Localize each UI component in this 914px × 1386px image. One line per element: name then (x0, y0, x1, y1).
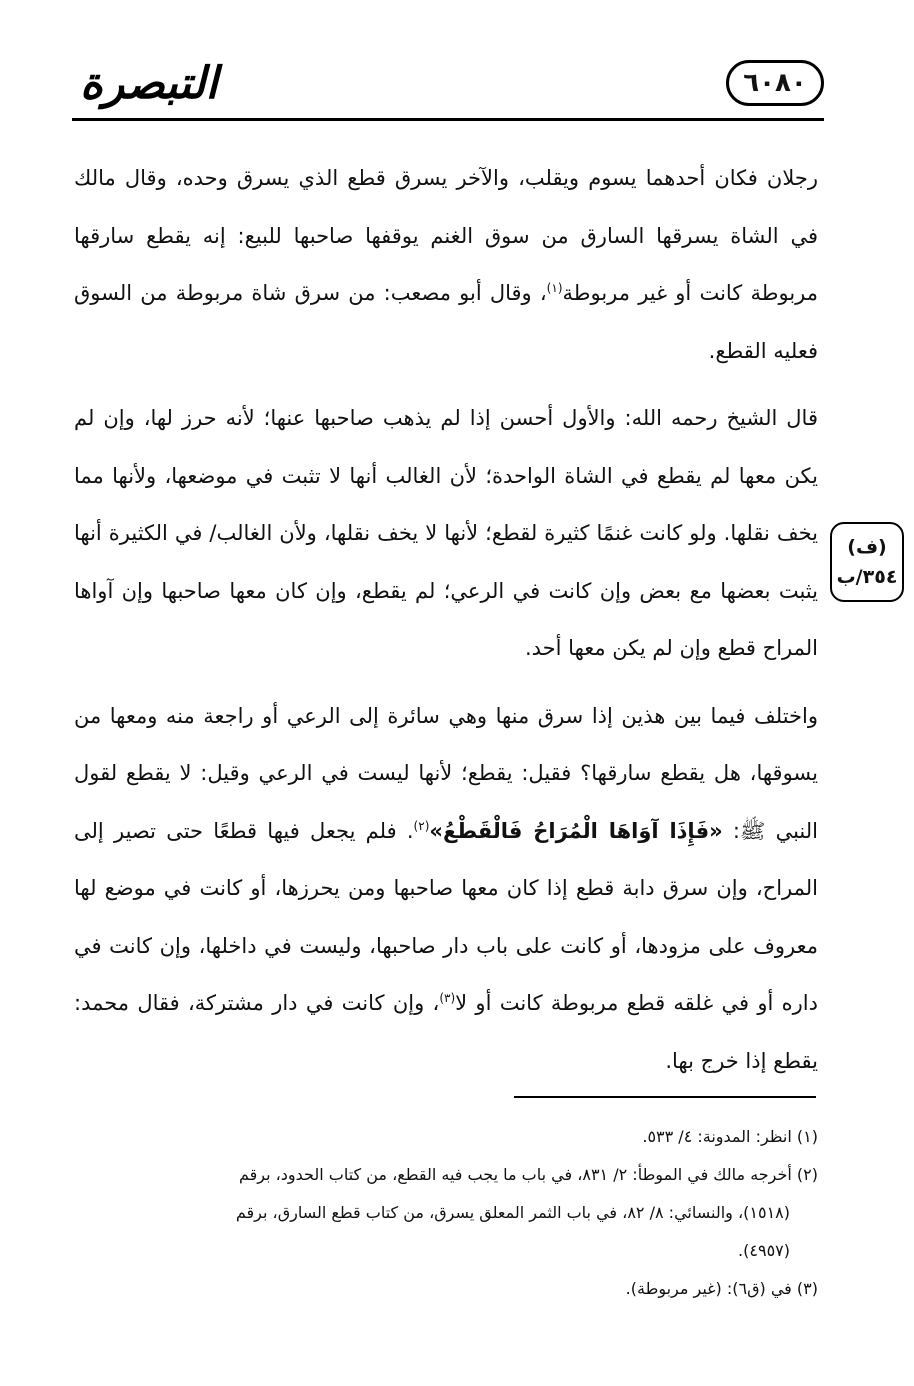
page-header (72, 52, 824, 124)
page-number: ٦٠٨٠ (726, 60, 824, 106)
footnote-ref-2: (٢) (413, 818, 430, 833)
footnote-ref-1: (١) (546, 281, 563, 295)
footnotes (74, 1118, 818, 1308)
paragraph-3 (74, 688, 818, 1091)
book-title: التبصرة (80, 58, 218, 109)
paragraph-3-text-c: ، وإن كانت في دار مشتركة، فقال محمد: يقطع إذا خرج بها. (74, 991, 818, 1073)
footnote-2-line-1: (٢) أخرجه مالك في الموطأ: ٢/ ٨٣١، في باب ما يجب فيه القطع، من كتاب الحدود، برقم (238, 1165, 818, 1184)
footnote-3: (٣) في (ق٦): (غير مربوطة). (625, 1279, 818, 1298)
paragraph-2: قال الشيخ رحمه الله: والأول أحسن إذا لم يذهب صاحبها عنها؛ لأنه حرز لها، وإن لم يكن معها لم يقطع في الشاة الواحدة؛ لأن الغالب أنها لا تثبت في موضعها، ولأنها مما يخف نقلها. ولو كانت غنمًا كثيرة لقطع؛ لأنها لا يخف نقلها، ولأن الغالب/ في الكثيرة أنها يثبت بعضها مع بعض وإن كانت في الرعي؛ لم يقطع، وإن كان معها صاحبها وإن آواها المراح قطع وإن لم يكن معها أحد. (74, 406, 818, 660)
footnote-2-line-3: (٤٩٥٧). (738, 1241, 790, 1260)
paragraph-1-text: رجلان فكان أحدهما يسوم ويقلب، والآخر يسرق قطع الذي يسرق وحده، وقال مالك في الشاة يسرقها السارق من سوق الغنم يوقفها صاحبها للبيع: إنه يقطع سارقها مربوطة كانت أو غير مربوطة (74, 166, 818, 305)
footnote-2-line-2: (١٥١٨)، والنسائي: ٨/ ٨٢، في باب الثمر المعلق يسرق، من كتاب قطع السارق، برقم (235, 1203, 790, 1222)
footnote-1: (١) انظر: المدونة: ٤/ ٥٣٣. (642, 1127, 818, 1146)
margin-note-line-1: (ف) (847, 536, 887, 558)
footnote-ref-3: (٣) (439, 991, 456, 1005)
manuscript-margin-note (830, 522, 904, 602)
paragraph-1 (74, 150, 818, 380)
margin-note-line-2: ٣٥٤/ب (836, 566, 898, 588)
paragraph-3-text-b: . فلم يجعل فيها قطعًا حتى تصير إلى المراح، وإن سرق دابة قطع إذا كان معها صاحبها ومن يحرزها، أو كانت في موضع لها معروف على مزودها، أو كانت على باب دار صاحبها، وليست في داخلها، وإن كانت في داره أو في غلقه قطع مربوطة كانت أو لا (74, 818, 818, 1015)
footnote-separator (514, 1096, 816, 1098)
header-rule (72, 118, 824, 121)
hadith-quote: «فَإِذَا آوَاهَا الْمُرَاحُ فَالْقَطْعُ» (429, 818, 723, 843)
paragraph-3-text-a: واختلف فيما بين هذين إذا سرق منها وهي سائرة إلى الرعي أو راجعة منه ومعها من يسوقها، هل يقطع سارقها؟ فقيل: يقطع؛ لأنها ليست في الرعي وقيل: لا يقطع لقول النبي ﷺ: (74, 703, 818, 843)
main-text (74, 150, 818, 1090)
paragraph-1-end: ، وقال أبو مصعب: من سرق شاة مربوطة من السوق فعليه القطع. (74, 281, 818, 363)
